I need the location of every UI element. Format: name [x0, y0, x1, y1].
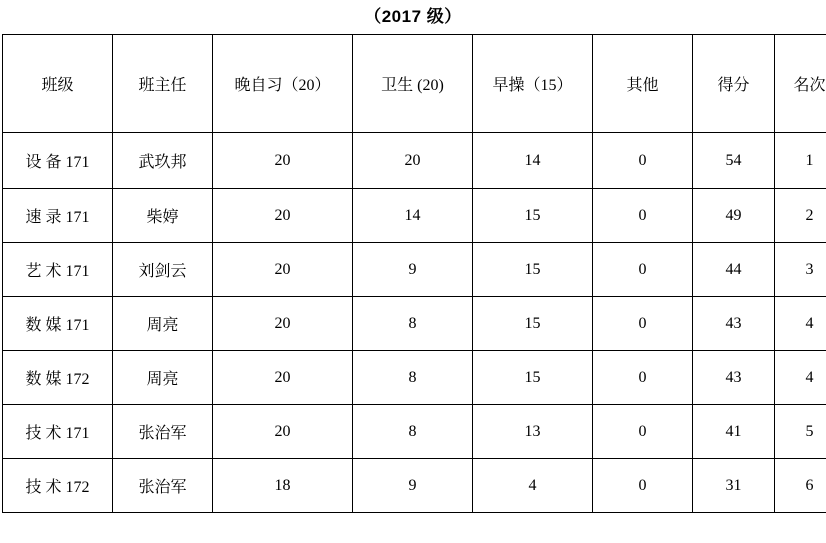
cell-morning-exercise: 15 [473, 189, 593, 243]
cell-morning-exercise: 15 [473, 243, 593, 297]
table-row [3, 297, 826, 351]
cell-other: 0 [593, 297, 693, 351]
cell-other: 0 [593, 133, 693, 189]
cell-score: 54 [693, 133, 775, 189]
cell-teacher: 张治军 [113, 405, 213, 459]
cell-class: 数 媒 171 [3, 297, 113, 351]
cell-rank: 3 [775, 243, 826, 297]
cell-evening-study: 20 [213, 189, 353, 243]
cell-other: 0 [593, 243, 693, 297]
cell-other: 0 [593, 459, 693, 513]
table-row [3, 351, 826, 405]
cell-rank: 6 [775, 459, 826, 513]
column-header-score: 得分 [693, 35, 775, 133]
grade-table [2, 34, 826, 513]
column-header-rank: 名次 [775, 35, 826, 133]
table-header [3, 35, 826, 133]
cell-evening-study: 20 [213, 243, 353, 297]
column-header-class: 班级 [3, 35, 113, 133]
cell-score: 44 [693, 243, 775, 297]
cell-class: 设 备 171 [3, 133, 113, 189]
cell-rank: 2 [775, 189, 826, 243]
cell-morning-exercise: 15 [473, 351, 593, 405]
cell-class: 技 术 171 [3, 405, 113, 459]
cell-morning-exercise: 15 [473, 297, 593, 351]
cell-evening-study: 20 [213, 297, 353, 351]
cell-evening-study: 20 [213, 133, 353, 189]
cell-teacher: 周亮 [113, 297, 213, 351]
cell-hygiene: 9 [353, 243, 473, 297]
cell-morning-exercise: 4 [473, 459, 593, 513]
cell-rank: 1 [775, 133, 826, 189]
table-header-row [3, 35, 826, 133]
table-row [3, 189, 826, 243]
cell-evening-study: 18 [213, 459, 353, 513]
table-row [3, 243, 826, 297]
cell-class: 技 术 172 [3, 459, 113, 513]
page-title: （2017 级） [364, 7, 462, 26]
cell-teacher: 武玖邦 [113, 133, 213, 189]
column-header-teacher: 班主任 [113, 35, 213, 133]
cell-hygiene: 8 [353, 405, 473, 459]
cell-other: 0 [593, 405, 693, 459]
cell-hygiene: 14 [353, 189, 473, 243]
cell-evening-study: 20 [213, 351, 353, 405]
cell-class: 数 媒 172 [3, 351, 113, 405]
column-header-morning-exercise: 早操（15） [473, 35, 593, 133]
cell-rank: 5 [775, 405, 826, 459]
cell-score: 43 [693, 351, 775, 405]
column-header-other: 其他 [593, 35, 693, 133]
cell-score: 41 [693, 405, 775, 459]
cell-class: 速 录 171 [3, 189, 113, 243]
cell-teacher: 张治军 [113, 459, 213, 513]
cell-hygiene: 8 [353, 351, 473, 405]
cell-score: 49 [693, 189, 775, 243]
cell-hygiene: 20 [353, 133, 473, 189]
cell-class: 艺 术 171 [3, 243, 113, 297]
cell-morning-exercise: 14 [473, 133, 593, 189]
cell-score: 43 [693, 297, 775, 351]
cell-evening-study: 20 [213, 405, 353, 459]
cell-rank: 4 [775, 351, 826, 405]
cell-other: 0 [593, 189, 693, 243]
table-row [3, 133, 826, 189]
column-header-evening-study: 晚自习（20） [213, 35, 353, 133]
cell-other: 0 [593, 351, 693, 405]
cell-morning-exercise: 13 [473, 405, 593, 459]
cell-hygiene: 9 [353, 459, 473, 513]
cell-hygiene: 8 [353, 297, 473, 351]
table-row [3, 405, 826, 459]
cell-rank: 4 [775, 297, 826, 351]
cell-teacher: 柴婷 [113, 189, 213, 243]
table-row [3, 459, 826, 513]
cell-teacher: 周亮 [113, 351, 213, 405]
table-body [3, 133, 826, 513]
cell-teacher: 刘剑云 [113, 243, 213, 297]
cell-score: 31 [693, 459, 775, 513]
column-header-hygiene: 卫生 (20) [353, 35, 473, 133]
